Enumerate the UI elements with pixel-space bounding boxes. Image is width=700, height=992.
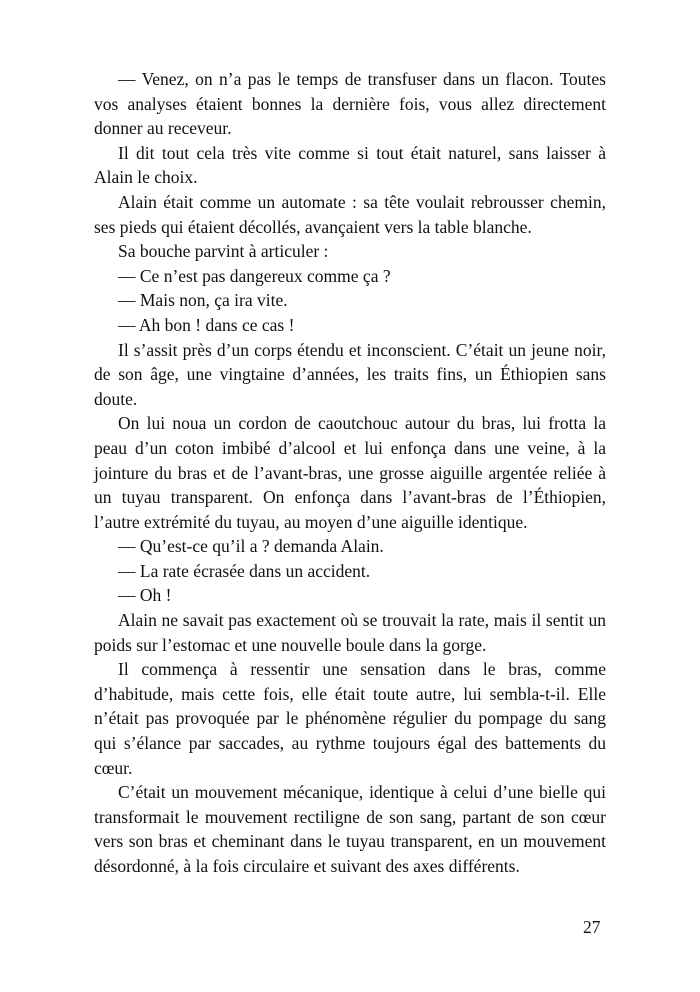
paragraph: Alain ne savait pas exactement où se trouvait la rate, mais il sentit un poids sur l’estomac et une nouvelle boule dans la gorge. (94, 610, 606, 655)
dialog-line: — La rate écrasée dans un accident. (118, 560, 371, 581)
paragraph: Il commença à ressentir une sensation dans le bras, comme d’habitude, mais cette fois, elle était toute autre, lui sembla-t-il. Elle n’était pas provoquée par le phénomène régulier du pompage du sang qui s’élance par saccades, au rythme toujours égal des battements du cœur. (94, 659, 606, 778)
dialog-line: — Oh ! (118, 585, 172, 606)
dialog-line: — Ah bon ! dans ce cas ! (118, 314, 295, 335)
dialog-line: — Mais non, ça ira vite. (118, 290, 288, 311)
paragraph: — Venez, on n’a pas le temps de transfuser dans un flacon. Toutes vos analyses étaient bonnes la dernière fois, vous allez directement donner au receveur. (94, 69, 606, 139)
paragraph: Alain était comme un automate : sa tête voulait rebrousser chemin, ses pieds qui étaient décollés, avançaient vers la table blanche. (94, 191, 606, 237)
paragraph: Il dit tout cela très vite comme si tout était naturel, sans laisser à Alain le choix. (94, 142, 606, 188)
page-body (94, 67, 606, 879)
dialog-line: — Ce n’est pas dangereux comme ça ? (118, 265, 391, 286)
paragraph: On lui noua un cordon de caoutchouc autour du bras, lui frotta la peau d’un coton imbibé d’alcool et lui enfonça dans une veine, à la jointure du bras et de l’avant-bras, une grosse aiguille argentée reliée à un tuyau transparent. On enfonça dans l’avant-bras de l’Éthiopien, l’autre extrémité du tuyau, au moyen d’une aiguille identique. (94, 413, 606, 532)
dialog-line: — Qu’est-ce qu’il a ? demanda Alain. (118, 536, 384, 557)
paragraph: Sa bouche parvint à articuler : (118, 241, 329, 262)
page-number: 27 (583, 917, 601, 937)
paragraph: C’était un mouvement mécanique, identique à celui d’une bielle qui transformait le mouvement rectiligne de son sang, partant de son cœur vers son bras et cheminant dans le tuyau transparent, en un mouvement désordonné, à la fois circulaire et suivant des axes différents. (94, 782, 606, 876)
paragraph: Il s’assit près d’un corps étendu et inconscient. C’était un jeune noir, de son âge, une vingtaine d’années, les traits fins, un Éthiopien sans doute. (94, 339, 606, 409)
